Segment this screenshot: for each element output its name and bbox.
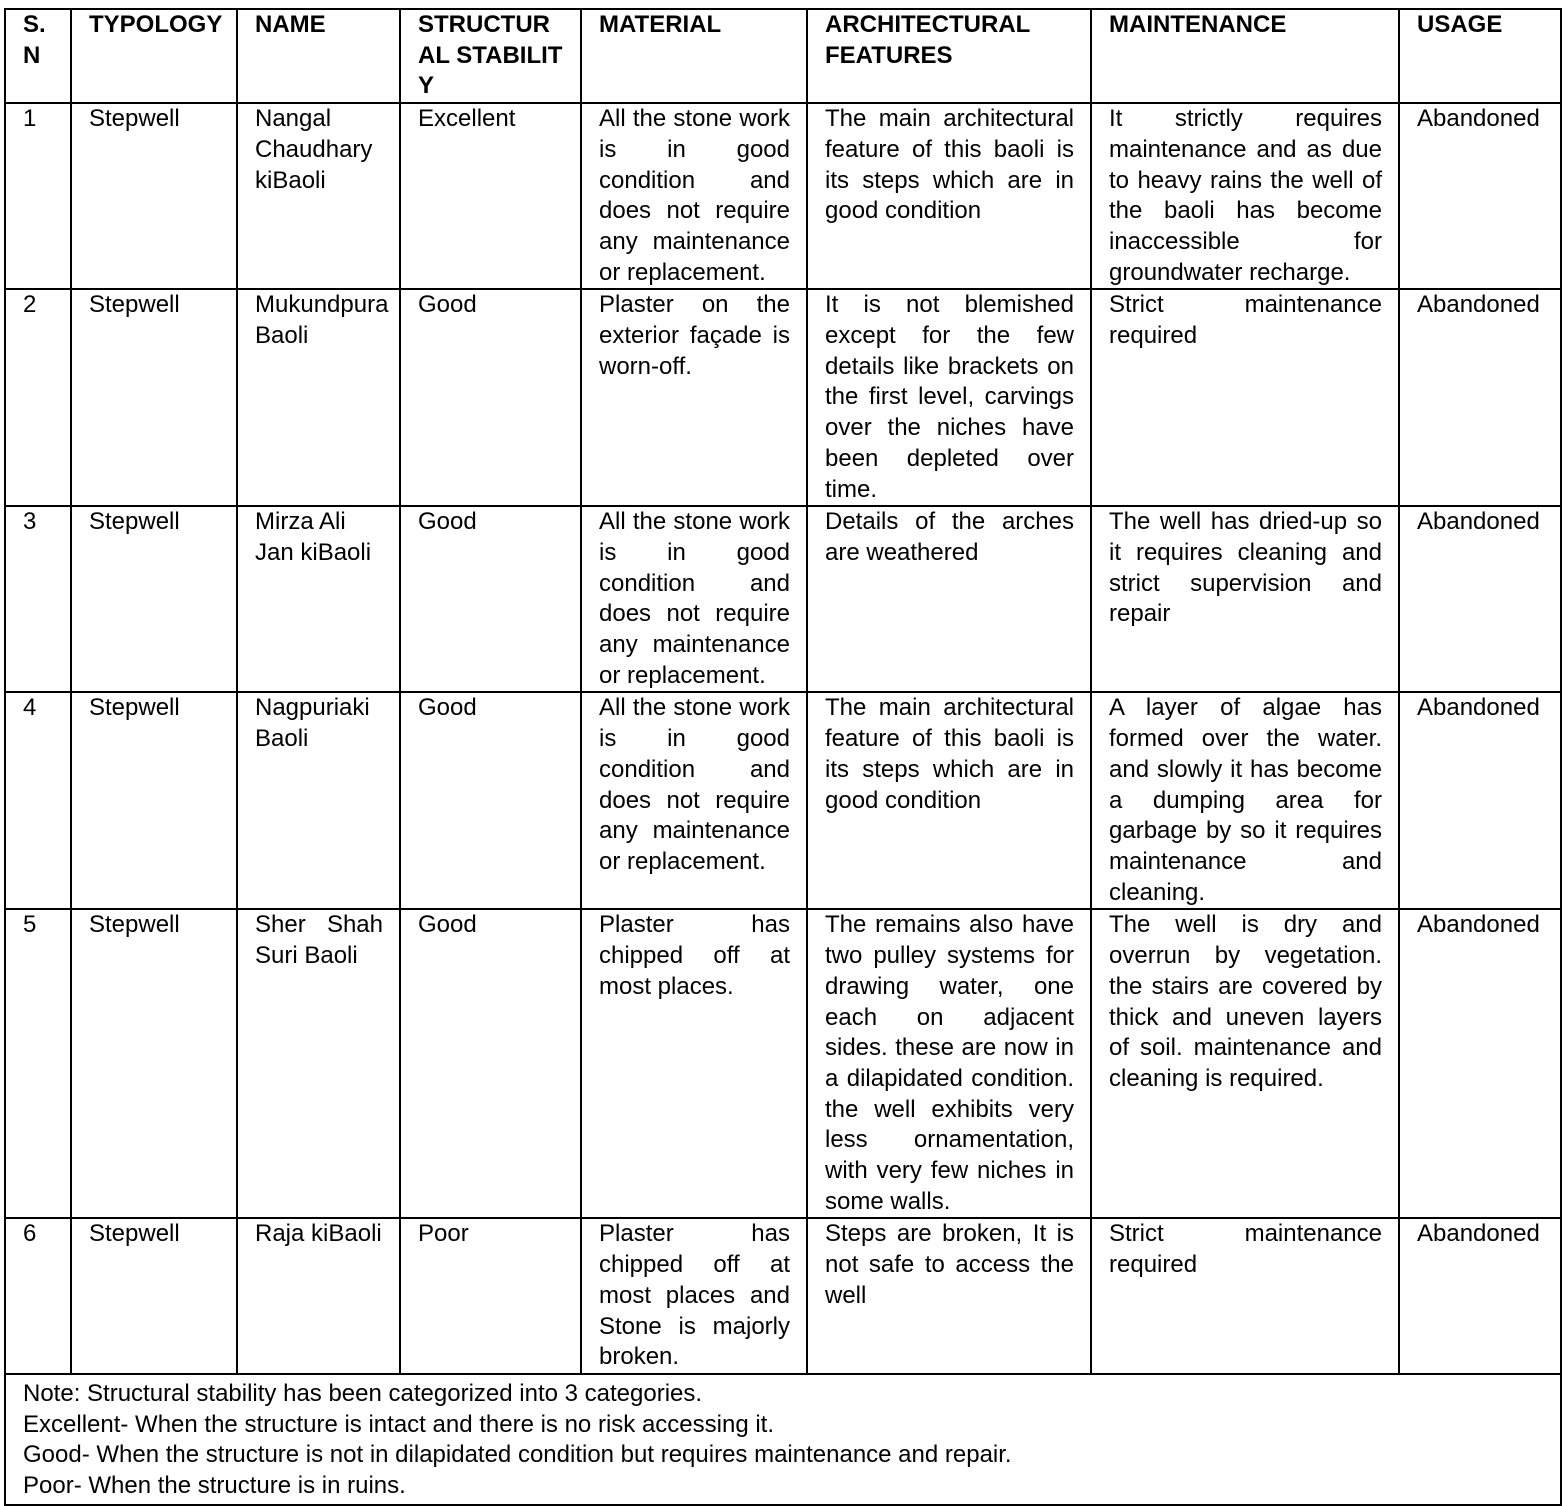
cell-usage: Abandoned bbox=[1399, 506, 1561, 692]
stepwell-condition-table bbox=[4, 8, 1562, 1506]
cell-features: The main architectural feature of this baoli is its steps which are in good condition bbox=[807, 692, 1091, 909]
cell-maintenance: Strict maintenance required bbox=[1091, 1218, 1399, 1374]
cell-sn: 4 bbox=[5, 692, 71, 909]
cell-maintenance: The well is dry and overrun by vegetation. the stairs are covered by thick and uneven layers of soil. maintenance and cleaning is required. bbox=[1091, 909, 1399, 1218]
cell-maintenance: The well has dried-up so it requires cleaning and strict supervision and repair bbox=[1091, 506, 1399, 692]
table-row bbox=[5, 1218, 1561, 1374]
note-poor: Poor- When the structure is in ruins. bbox=[23, 1472, 406, 1500]
cell-material: All the stone work is in good condition and does not require any maintenance or replacement. bbox=[581, 103, 807, 289]
header-usage: USAGE bbox=[1399, 9, 1561, 103]
header-material: MATERIAL bbox=[581, 9, 807, 103]
header-typology: TYPOLOGY bbox=[71, 9, 237, 103]
cell-usage: Abandoned bbox=[1399, 1218, 1561, 1374]
table-row bbox=[5, 506, 1561, 692]
cell-name: Sher Shah Suri Baoli bbox=[237, 909, 400, 1218]
note-row bbox=[5, 1374, 1561, 1505]
cell-usage: Abandoned bbox=[1399, 692, 1561, 909]
header-architectural-features: ARCHITECTURAL FEATURES bbox=[807, 9, 1091, 103]
table-row bbox=[5, 909, 1561, 1218]
cell-usage: Abandoned bbox=[1399, 909, 1561, 1218]
cell-stability: Poor bbox=[400, 1218, 581, 1374]
cell-typology: Stepwell bbox=[71, 506, 237, 692]
table-row bbox=[5, 289, 1561, 506]
cell-stability: Good bbox=[400, 506, 581, 692]
cell-material: Plaster on the exterior façade is worn-off. bbox=[581, 289, 807, 506]
cell-typology: Stepwell bbox=[71, 103, 237, 289]
note-good: Good- When the structure is not in dilapidated condition but requires maintenance and repair. bbox=[23, 1441, 1012, 1469]
cell-features: Details of the arches are weathered bbox=[807, 506, 1091, 692]
header-sn: S. N bbox=[5, 9, 71, 103]
cell-name: Mukundpura Baoli bbox=[237, 289, 400, 506]
cell-name: Mirza Ali Jan kiBaoli bbox=[237, 506, 400, 692]
header-maintenance: MAINTENANCE bbox=[1091, 9, 1399, 103]
cell-features: It is not blemished except for the few details like brackets on the first level, carvings over the niches have been depleted over time. bbox=[807, 289, 1091, 506]
table-row bbox=[5, 692, 1561, 909]
cell-sn: 6 bbox=[5, 1218, 71, 1374]
cell-features: The main architectural feature of this baoli is its steps which are in good condition bbox=[807, 103, 1091, 289]
cell-stability: Good bbox=[400, 909, 581, 1218]
cell-sn: 3 bbox=[5, 506, 71, 692]
cell-typology: Stepwell bbox=[71, 1218, 237, 1374]
cell-features: Steps are broken, It is not safe to access the well bbox=[807, 1218, 1091, 1374]
cell-material: All the stone work is in good condition and does not require any maintenance or replacement. bbox=[581, 506, 807, 692]
document-page bbox=[4, 8, 1562, 1506]
cell-maintenance: It strictly requires maintenance and as due to heavy rains the well of the baoli has become inaccessible for groundwater recharge. bbox=[1091, 103, 1399, 289]
cell-stability: Good bbox=[400, 692, 581, 909]
cell-sn: 2 bbox=[5, 289, 71, 506]
cell-stability: Good bbox=[400, 289, 581, 506]
header-structural-stability: STRUCTURAL STABILITY bbox=[400, 9, 581, 103]
cell-name: Nangal Chaudhary kiBaoli bbox=[237, 103, 400, 289]
cell-name: Raja kiBaoli bbox=[237, 1218, 400, 1374]
cell-typology: Stepwell bbox=[71, 909, 237, 1218]
cell-material: Plaster has chipped off at most places. bbox=[581, 909, 807, 1218]
cell-typology: Stepwell bbox=[71, 289, 237, 506]
cell-stability: Excellent bbox=[400, 103, 581, 289]
note-intro: Note: Structural stability has been categorized into 3 categories. bbox=[23, 1379, 703, 1407]
cell-maintenance: Strict maintenance required bbox=[1091, 289, 1399, 506]
cell-sn: 5 bbox=[5, 909, 71, 1218]
note-excellent: Excellent- When the structure is intact and there is no risk accessing it. bbox=[23, 1410, 774, 1438]
cell-material: All the stone work is in good condition and does not require any maintenance or replacement. bbox=[581, 692, 807, 909]
cell-sn: 1 bbox=[5, 103, 71, 289]
cell-usage: Abandoned bbox=[1399, 103, 1561, 289]
cell-usage: Abandoned bbox=[1399, 289, 1561, 506]
cell-features: The remains also have two pulley systems for drawing water, one each on adjacent sides. these are now in a dilapidated condition. the well exhibits very less ornamentation, with very few niches in some walls. bbox=[807, 909, 1091, 1218]
header-name: NAME bbox=[237, 9, 400, 103]
table-row bbox=[5, 103, 1561, 289]
cell-name: NagpuriakiBaoli bbox=[237, 692, 400, 909]
cell-maintenance: A layer of algae has formed over the water. and slowly it has become a dumping area for garbage by so it requires maintenance and cleaning. bbox=[1091, 692, 1399, 909]
note-cell bbox=[5, 1374, 1561, 1505]
header-row bbox=[5, 9, 1561, 103]
cell-material: Plaster has chipped off at most places and Stone is majorly broken. bbox=[581, 1218, 807, 1374]
cell-typology: Stepwell bbox=[71, 692, 237, 909]
